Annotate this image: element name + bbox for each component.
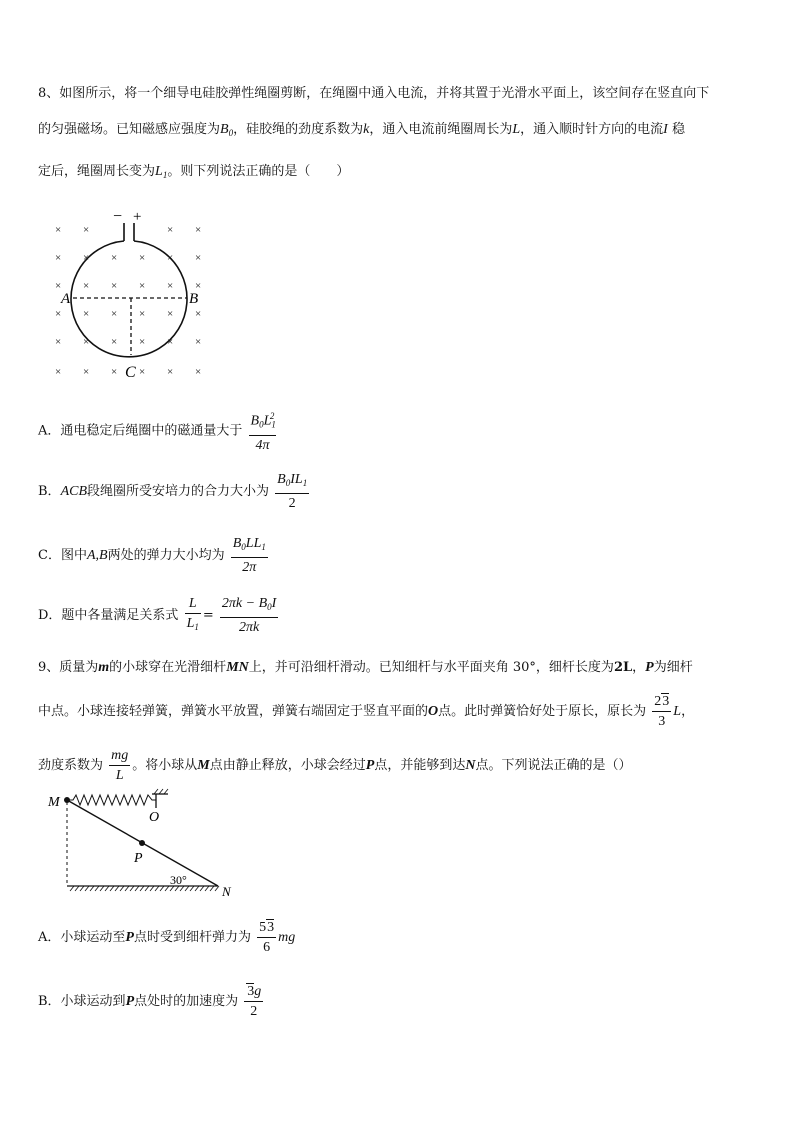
q9-text: ，	[681, 704, 695, 719]
spring	[67, 795, 156, 805]
field-cross: ×	[83, 252, 90, 264]
q9-text: 。将小球从	[132, 758, 198, 773]
field-cross: ×	[55, 252, 62, 264]
fraction: $\frac{mg}{L}$	[111, 748, 129, 783]
ball-m	[64, 797, 70, 803]
label-m: M	[48, 795, 60, 810]
q9-text: 中点。小球连接轻弹簧，弹簧水平放置，弹簧右端固定于竖直平面的	[38, 704, 429, 719]
symbol-l: L	[673, 704, 682, 719]
ground-hatch	[70, 886, 219, 891]
label-b: B	[189, 291, 199, 307]
q9-text: 的小球穿在光滑细杆	[109, 660, 227, 675]
q9-text: 点。下列说法正确的是（）	[475, 758, 632, 773]
field-cross: ×	[139, 280, 146, 292]
symbol-mn: MN	[226, 660, 249, 675]
q8-text: 稳	[671, 122, 685, 137]
field-cross: ×	[111, 336, 118, 348]
field-cross: ×	[111, 366, 118, 378]
option-a-text: A．小球运动至	[38, 930, 126, 945]
fraction: $\frac{B_0IL_1}{2}$	[277, 472, 308, 511]
q8-text: ，硅胶绳的劲度系数为	[233, 122, 364, 137]
symbol-p: P	[365, 758, 375, 773]
field-cross: ×	[139, 252, 146, 264]
angle-label: 30°	[170, 873, 187, 887]
q9-text: ，	[632, 660, 646, 675]
fraction: $\frac{B_0LL_1}{2\pi}$	[232, 536, 266, 575]
option-b-text: B．	[38, 484, 61, 499]
field-cross: ×	[167, 308, 174, 320]
q9-text: 9、质量为	[38, 660, 99, 675]
field-cross: ×	[195, 366, 202, 378]
symbol-p: P	[125, 930, 134, 945]
label-a: A	[61, 291, 71, 307]
option-b-text: 段绳圈所受安培力的合力大小为	[87, 484, 270, 499]
q9-text: 点。此时弹簧恰好处于原长，原长为	[438, 704, 647, 719]
option-b-text: B．小球运动到	[38, 994, 126, 1009]
field-cross: ×	[195, 252, 202, 264]
q9-line2	[38, 692, 694, 731]
fraction: $\frac{3g}{2}$	[244, 982, 263, 1021]
symbol-l: L	[512, 122, 521, 137]
q9-figure	[40, 788, 240, 900]
ball-p	[139, 840, 145, 846]
q8-option-a[interactable]	[38, 407, 278, 455]
option-b-text: 点处时的加速度为	[134, 994, 239, 1009]
fraction: $\frac{53}{6}$	[259, 920, 275, 955]
q8-figure	[40, 205, 220, 385]
field-cross: ×	[111, 280, 118, 292]
q9-text: 上，并可沿细杆滑动。已知细杆与水平面夹角 30°，细杆长度为	[248, 660, 614, 675]
field-cross: ×	[111, 308, 118, 320]
symbol-n: N	[465, 758, 476, 773]
symbol-l1: $L_1$	[155, 164, 168, 180]
plus-sign: +	[133, 209, 142, 225]
field-cross: ×	[83, 308, 90, 320]
fraction: $\frac{L}{L_1}$	[186, 596, 199, 632]
q8-text: 的匀强磁场。已知磁感应强度为	[38, 122, 221, 137]
field-cross: ×	[83, 224, 90, 236]
q8-text: 定后，绳圈周长变为	[38, 164, 156, 179]
option-a-text: A．通电稳定后绳圈中的磁通量大于	[38, 423, 243, 439]
magnetic-field-crosses	[55, 224, 201, 378]
option-a-text: 点时受到细杆弹力为	[133, 930, 251, 945]
field-cross: ×	[111, 252, 118, 264]
q8-text: 。则下列说法正确的是（ ）	[167, 164, 350, 179]
q9-option-b[interactable]	[38, 982, 265, 1021]
q8-text: ，通入顺时针方向的电流	[520, 122, 664, 137]
q9-text: 劲度系数为	[38, 758, 104, 773]
field-cross: ×	[167, 224, 174, 236]
field-cross: ×	[195, 336, 202, 348]
symbol-k: k	[363, 122, 370, 137]
fraction: $\frac{23}{3}$	[654, 694, 670, 729]
wire-loop	[71, 241, 187, 357]
equals-sign: =	[202, 608, 214, 623]
field-cross: ×	[55, 224, 62, 236]
option-d-text: D．题中各量满足关系式	[38, 608, 179, 623]
q8-line3	[38, 160, 349, 180]
q9-text: 为细杆	[653, 660, 693, 675]
symbol-p: P	[645, 660, 654, 675]
field-cross: ×	[55, 308, 62, 320]
field-cross: ×	[55, 366, 62, 378]
fraction: $\frac{2\pi k - B_0I}{2\pi k}$	[221, 596, 277, 635]
q8-line1: 8、如图所示，将一个细导电硅胶弹性绳圈剪断，在绳圈中通入电流，并将其置于光滑水平面上，该空间存在竖直向下	[38, 86, 710, 101]
q8-option-d[interactable]	[38, 594, 280, 637]
field-cross: ×	[195, 280, 202, 292]
segment-acb: ACB	[60, 484, 88, 499]
q8-option-b[interactable]	[38, 470, 311, 513]
symbol-2l: 2L	[613, 660, 633, 675]
field-cross: ×	[167, 336, 174, 348]
fraction: $\frac{B_0L_1^2}{4\pi}$	[249, 407, 277, 455]
label-c: C	[125, 364, 136, 381]
q9-option-a[interactable]	[38, 918, 295, 957]
symbol-i: I	[663, 122, 668, 137]
symbol-p: P	[125, 994, 135, 1009]
field-cross: ×	[195, 224, 202, 236]
q8-option-c[interactable]	[38, 534, 270, 577]
field-cross: ×	[167, 280, 174, 292]
field-cross: ×	[83, 336, 90, 348]
field-cross: ×	[83, 280, 90, 292]
field-cross: ×	[83, 366, 90, 378]
field-cross: ×	[55, 336, 62, 348]
field-cross: ×	[167, 366, 174, 378]
field-cross: ×	[55, 280, 62, 292]
symbol-mg: mg	[278, 930, 296, 945]
q9-text: 点，并能够到达	[374, 758, 466, 773]
q9-line1	[38, 656, 693, 676]
symbol-b0: $B_0$	[220, 122, 234, 138]
field-cross: ×	[139, 366, 146, 378]
label-p: P	[134, 851, 143, 866]
option-c-text: C．图中	[38, 548, 87, 563]
points-ab: A,B	[86, 548, 108, 563]
option-c-text: 两处的弹力大小均为	[107, 548, 225, 563]
symbol-m: m	[98, 660, 110, 675]
q9-line3	[38, 746, 631, 785]
symbol-m: M	[197, 758, 210, 773]
q8-line2	[38, 118, 685, 138]
wall-hatch	[154, 789, 168, 794]
field-cross: ×	[167, 252, 174, 264]
q8-text: ，通入电流前绳圈周长为	[369, 122, 513, 137]
minus-sign: −	[113, 208, 123, 225]
q9-text: 点由静止释放，小球会经过	[209, 758, 366, 773]
label-o: O	[149, 810, 160, 825]
field-cross: ×	[139, 336, 146, 348]
field-cross: ×	[139, 308, 146, 320]
label-n: N	[222, 884, 231, 899]
field-cross: ×	[195, 308, 202, 320]
symbol-o: O	[428, 704, 439, 719]
